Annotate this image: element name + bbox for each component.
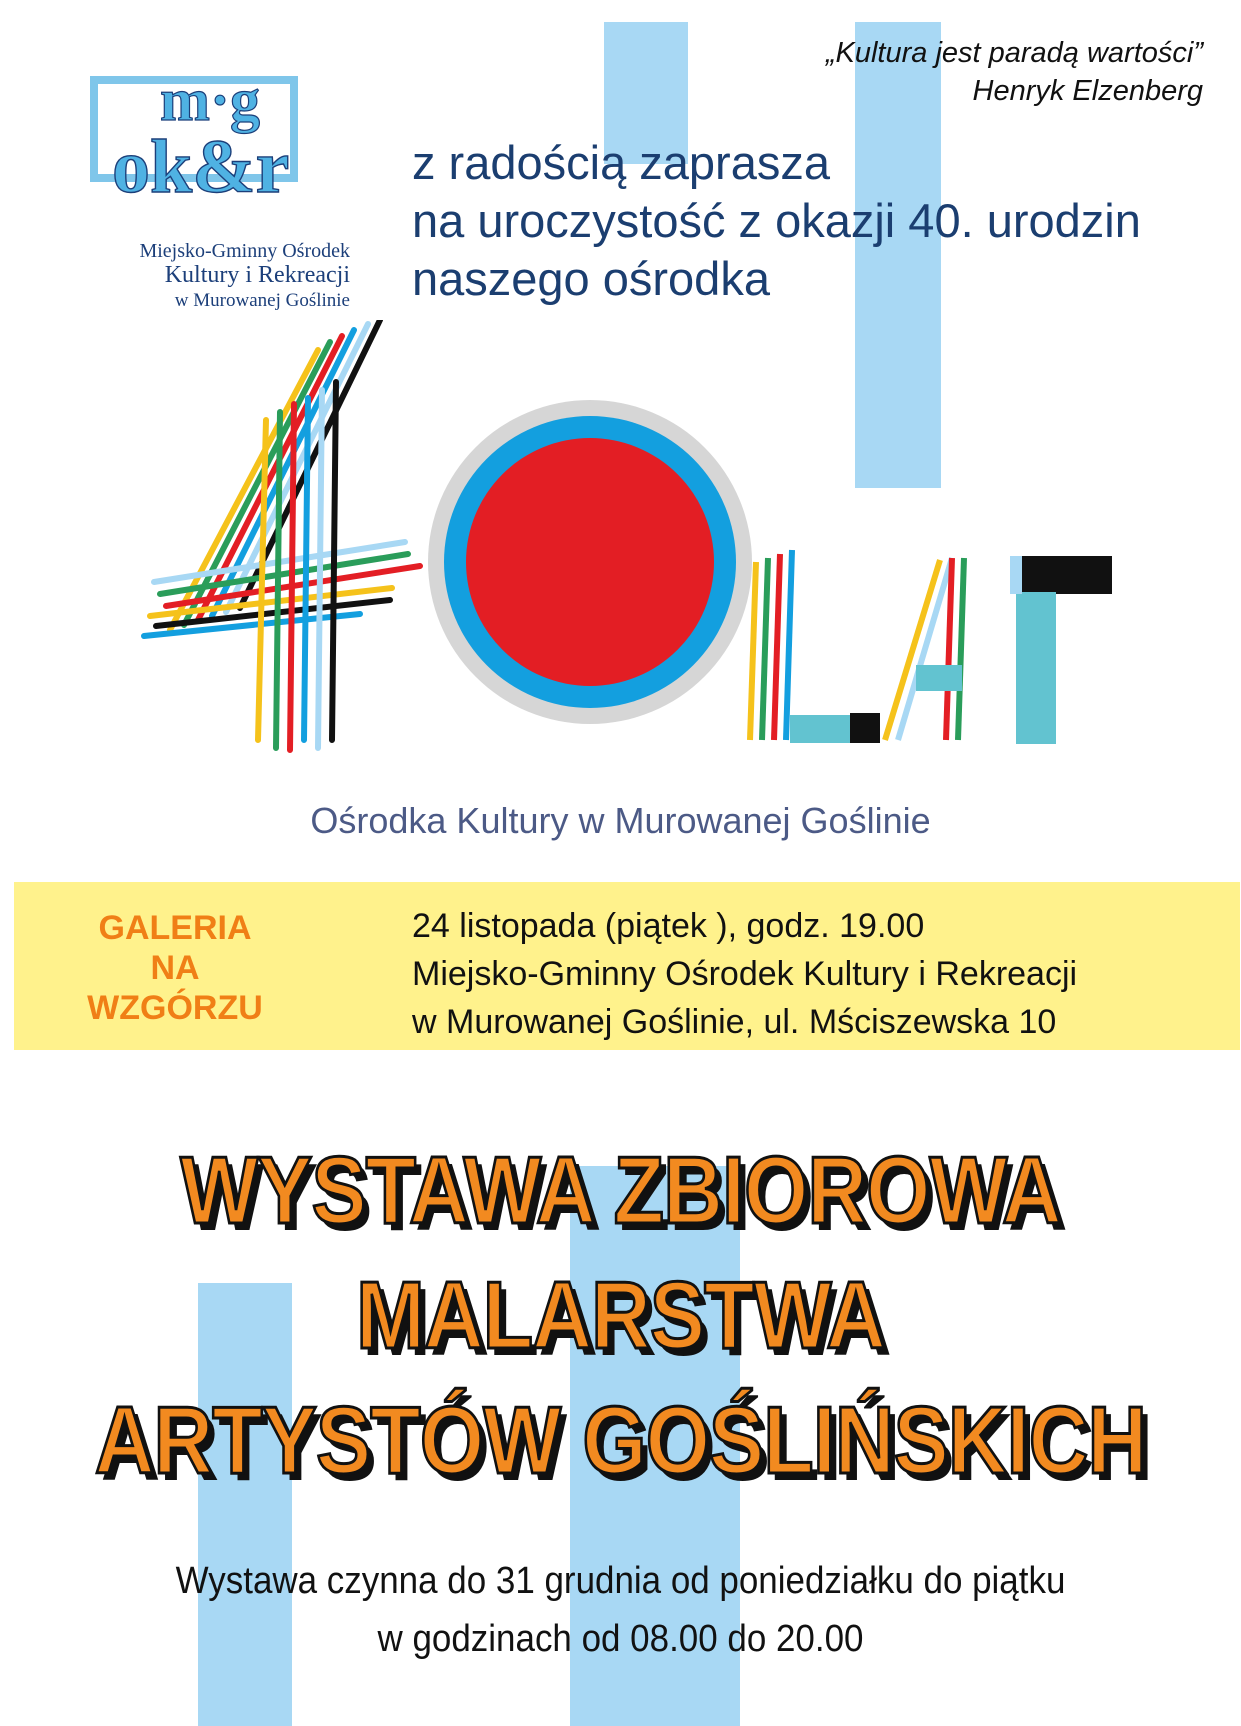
gallery-name: [60, 908, 290, 1028]
logo-letters-bottom: ok&r: [112, 125, 290, 209]
opening-hours-line-2: w godzinach od 08.00 do 20.00: [377, 1618, 864, 1660]
logo-line-3: w Murowanej Goślinie: [174, 290, 350, 311]
opening-hours-line-1: Wystawa czynna do 31 grudnia od poniedziałku do piątku: [175, 1560, 1066, 1602]
invitation-text: [412, 134, 1141, 308]
striped-four-graphic: [144, 320, 420, 750]
quote: [826, 34, 1203, 110]
quote-text: „Kultura jest paradą wartości”: [825, 37, 1203, 69]
exhibition-headline: [87, 1128, 1154, 1503]
gallery-name-line-1: GALERIA: [98, 909, 252, 947]
target-circle-graphic: [428, 400, 752, 724]
logo-line-2: Kultury i Rekreacji: [164, 262, 350, 288]
event-place: Miejsko-Gminny Ośrodek Kultury i Rekreacji: [412, 955, 1078, 993]
invite-line-3: naszego ośrodka: [412, 252, 770, 305]
event-date: 24 listopada (piątek ), godz. 19.00: [412, 907, 925, 945]
invite-line-1: z radością zaprasza: [412, 136, 830, 189]
headline-line-1: WYSTAWA ZBIOROWA: [180, 1137, 1061, 1244]
logo-line-1: Miejsko-Gminny Ośrodek: [139, 240, 350, 262]
headline-line-3: ARTYSTÓW GOŚLIŃSKICH: [94, 1387, 1147, 1494]
mgokr-logo-mark: [90, 62, 350, 212]
organization-logo: [90, 62, 350, 312]
lat-lettering: [750, 550, 1112, 744]
gallery-name-line-2: NA: [150, 949, 200, 987]
quote-author: Henryk Elzenberg: [972, 75, 1203, 107]
event-address: w Murowanej Goślinie, ul. Mściszewska 10: [412, 1003, 1057, 1041]
gallery-name-line-3: WZGÓRZU: [87, 989, 263, 1027]
event-details: [412, 902, 1077, 1046]
anniversary-40-graphic: [140, 320, 1120, 760]
logo-letters-top: m·g: [160, 67, 260, 133]
opening-hours: [50, 1552, 1192, 1668]
anniversary-subtitle: Ośrodka Kultury w Murowanej Goślinie: [310, 800, 931, 841]
headline-line-2: MALARSTWA: [356, 1262, 885, 1369]
invite-line-2: na uroczystość z okazji 40. urodzin: [412, 194, 1141, 247]
